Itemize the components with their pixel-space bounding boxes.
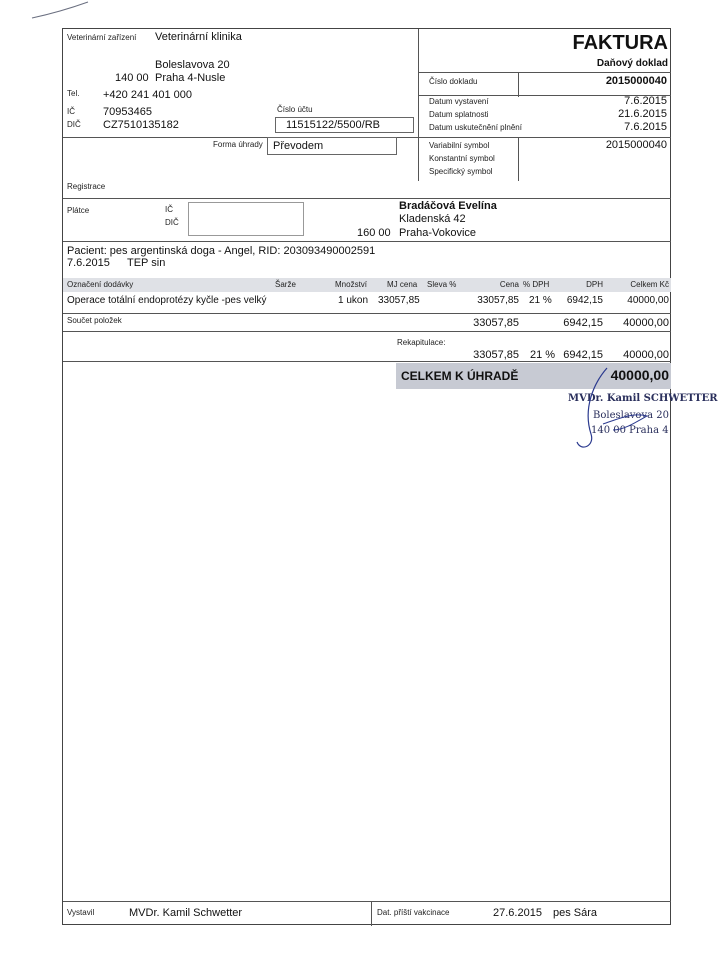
payment-label: Forma úhrady (213, 140, 263, 149)
grand-total-label: CELKEM K ÚHRADĚ (401, 369, 519, 383)
document-subtitle: Daňový doklad (596, 58, 668, 69)
recap-vat: 6942,15 (563, 349, 603, 361)
col-batch: Šarže (275, 280, 296, 289)
row-item: Operace totální endoprotézy kyčle -pes velký (67, 295, 267, 306)
invoice-document (62, 28, 718, 925)
divider (63, 901, 671, 902)
taxable-label: Datum uskutečnění plnění (429, 123, 522, 132)
number-label: Číslo dokladu (429, 77, 478, 86)
next-vaccination-label: Dat. příští vakcinace (377, 908, 450, 917)
col-discount: Sleva % (427, 280, 457, 289)
due-date: 21.6.2015 (618, 108, 667, 120)
row-price: 33057,85 (477, 295, 519, 306)
variable-label: Variabilní symbol (429, 141, 490, 150)
patient-date: 7.6.2015 (67, 257, 110, 269)
divider (63, 241, 671, 242)
next-vaccination-pet: pes Sára (553, 907, 598, 919)
payer-name: Bradáčová Evelína (399, 200, 497, 212)
divider (518, 137, 519, 181)
payer-street: Kladenská 42 (399, 213, 466, 225)
taxable-date: 7.6.2015 (624, 121, 667, 133)
col-qty: Množství (335, 280, 368, 289)
col-price: Cena (499, 280, 519, 289)
recap-total: 40000,00 (623, 349, 669, 361)
specific-label: Specifický symbol (429, 167, 493, 176)
col-item: Označení dodávky (67, 280, 134, 289)
issued-date: 7.6.2015 (624, 95, 667, 107)
recap-price: 33057,85 (473, 349, 519, 361)
facility-name: Veterinární klinika (155, 31, 242, 43)
recap-rate: 21 % (530, 349, 556, 361)
sum-total: 40000,00 (623, 317, 669, 329)
row-vat: 6942,15 (566, 295, 603, 306)
sum-price: 33057,85 (473, 317, 519, 329)
tel-label: Tel. (67, 89, 80, 98)
divider (63, 361, 671, 362)
account-box (275, 117, 414, 133)
supplier-street: Boleslavova 20 (155, 59, 230, 71)
payer-ids-box (188, 202, 304, 236)
payer-label: Plátce (67, 206, 90, 215)
variable-symbol: 2015000040 (605, 139, 667, 151)
stamp-street: Boleslavova 20 (593, 410, 669, 421)
sum-vat: 6942,15 (563, 317, 603, 329)
payment-method: Převodem (273, 140, 324, 152)
recap-label: Rekapitulace: (397, 338, 446, 347)
divider (418, 72, 671, 73)
payer-dic-label: DIČ (165, 218, 179, 227)
col-vat-rate: % DPH (523, 280, 550, 289)
divider (63, 313, 671, 314)
supplier-zip: 140 00 (115, 72, 149, 84)
supplier-ic: 70953465 (103, 106, 152, 118)
account-number: 11515122/5500/RB (286, 119, 380, 131)
issuer-label: Vystavil (67, 908, 95, 917)
col-total: Celkem Kč (630, 280, 669, 289)
patient-note: TEP sin (127, 257, 166, 269)
invoice-number: 2015000040 (605, 75, 667, 87)
payment-box (267, 137, 397, 155)
account-label: Číslo účtu (277, 105, 313, 114)
col-vat: DPH (586, 280, 603, 289)
stamp-city: 140 00 Praha 4 (591, 425, 669, 436)
supplier-city: Praha 4-Nusle (155, 72, 226, 84)
row-total: 40000,00 (627, 295, 669, 306)
signature (563, 364, 663, 454)
payer-zip: 160 00 (357, 227, 391, 239)
divider (518, 72, 519, 97)
supplier-dic: CZ7510135182 (103, 119, 179, 131)
divider (63, 198, 671, 199)
issued-label: Datum vystavení (429, 97, 489, 106)
scan-mark (30, 0, 90, 22)
row-qty: 1 ukon (338, 295, 369, 306)
document-title: FAKTURA (572, 32, 668, 54)
grand-total-value: 40000,00 (610, 367, 669, 383)
registration-label: Registrace (67, 182, 106, 191)
supplier-phone: +420 241 401 000 (103, 89, 193, 101)
dic-label: DIČ (67, 120, 81, 129)
divider (371, 901, 372, 926)
col-unit-price: MJ cena (387, 280, 418, 289)
facility-label: Veterinární zařízení (67, 33, 137, 42)
issuer-name: MVDr. Kamil Schwetter (129, 907, 243, 919)
sum-label: Součet položek (67, 316, 122, 325)
ic-label: IČ (67, 107, 75, 116)
divider (418, 137, 671, 138)
divider (418, 29, 419, 181)
constant-label: Konstantní symbol (429, 154, 495, 163)
divider (63, 331, 671, 332)
patient-info: Pacient: pes argentinská doga - Angel, RID: 203093490002591 (67, 245, 376, 257)
stamp-name: MVDr. Kamil SCHWETTER (568, 393, 718, 404)
payer-ic-label: IČ (165, 205, 173, 214)
row-vat-rate: 21 % (529, 295, 552, 306)
payer-city: Praha-Vokovice (399, 227, 477, 239)
next-vaccination-date: 27.6.2015 (493, 907, 542, 919)
table-row (63, 293, 671, 311)
row-unit-price: 33057,85 (378, 295, 420, 306)
due-label: Datum splatnosti (429, 110, 489, 119)
